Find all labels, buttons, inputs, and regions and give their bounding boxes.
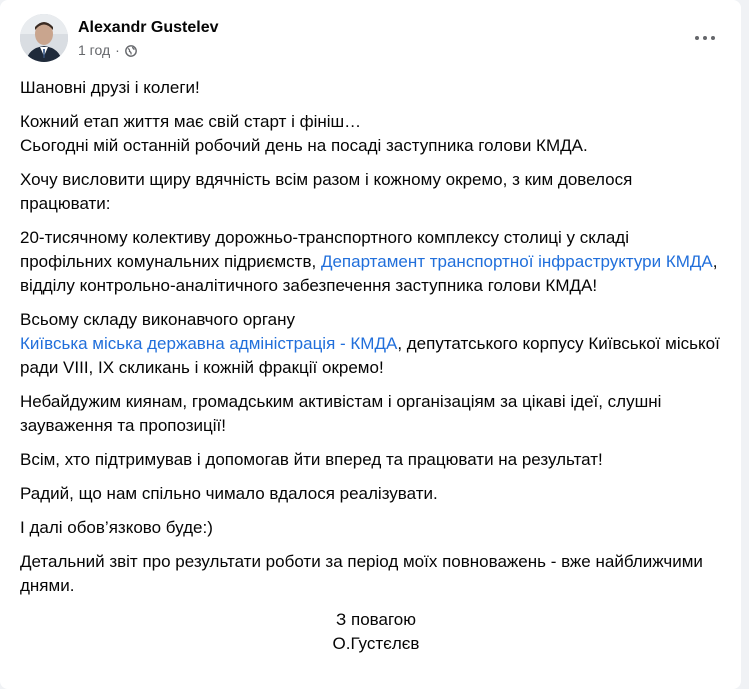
separator: · [115, 42, 120, 58]
paragraph-3: 20-тисячному колективу дорожньо-транспортного комплексу столиці у складі профільних комунальних підриємств, Департамент транспортної інфраструктури КМДА, відділу контрольно-аналітичного забезпечення заступника голови КМДА! [20, 228, 718, 295]
paragraph-8: І далі обов’язково буде:) [20, 518, 213, 537]
post-time[interactable]: 1 год [78, 42, 111, 58]
signature-name: О.Густєлєв [332, 634, 420, 653]
paragraph-9: Детальний звіт про результати роботи за період моїх повноважень - вже найближчими днями. [20, 552, 703, 595]
avatar[interactable] [20, 14, 68, 62]
signature [20, 608, 720, 656]
post-subline [78, 42, 219, 58]
paragraph-7: Радий, що нам спільно чимало вдалося реалізувати. [20, 484, 438, 503]
post-body [20, 76, 720, 656]
link-transport-department[interactable]: Департамент транспортної інфраструктури КМДА [320, 252, 713, 271]
globe-icon[interactable] [125, 44, 137, 56]
paragraph-4: Всьому складу виконавчого органу Київська міська державна адміністрація - КМДА, депутатського корпусу Київської міської ради VIII, IX скликань і кожній фракції окремо! [20, 310, 720, 377]
post-header [20, 14, 219, 62]
paragraph-2: Хочу висловити щиру вдячність всім разом і кожному окремо, з ким довелося працювати: [20, 170, 633, 213]
paragraph-5: Небайдужим киянам, громадським активістам і організаціям за цікаві ідеї, слушні зауваження та пропозиції! [20, 392, 662, 435]
more-options-button[interactable] [687, 26, 723, 50]
link-kmda[interactable]: Київська міська державна адміністрація - КМДА [20, 334, 398, 353]
more-horizontal-icon [695, 36, 699, 40]
paragraph-6: Всім, хто підтримував і допомогав йти вперед та працювати на результат! [20, 450, 603, 469]
post-meta [78, 18, 219, 58]
author-name[interactable]: Alexandr Gustelev [78, 19, 219, 36]
greeting: Шановні друзі і колеги! [20, 78, 200, 97]
signature-closing: З повагою [336, 610, 416, 629]
paragraph-1: Кожний етап життя має свій старт і фініш… Сьогодні мій останній робочий день на посаді заступника голови КМДА. [20, 112, 588, 155]
